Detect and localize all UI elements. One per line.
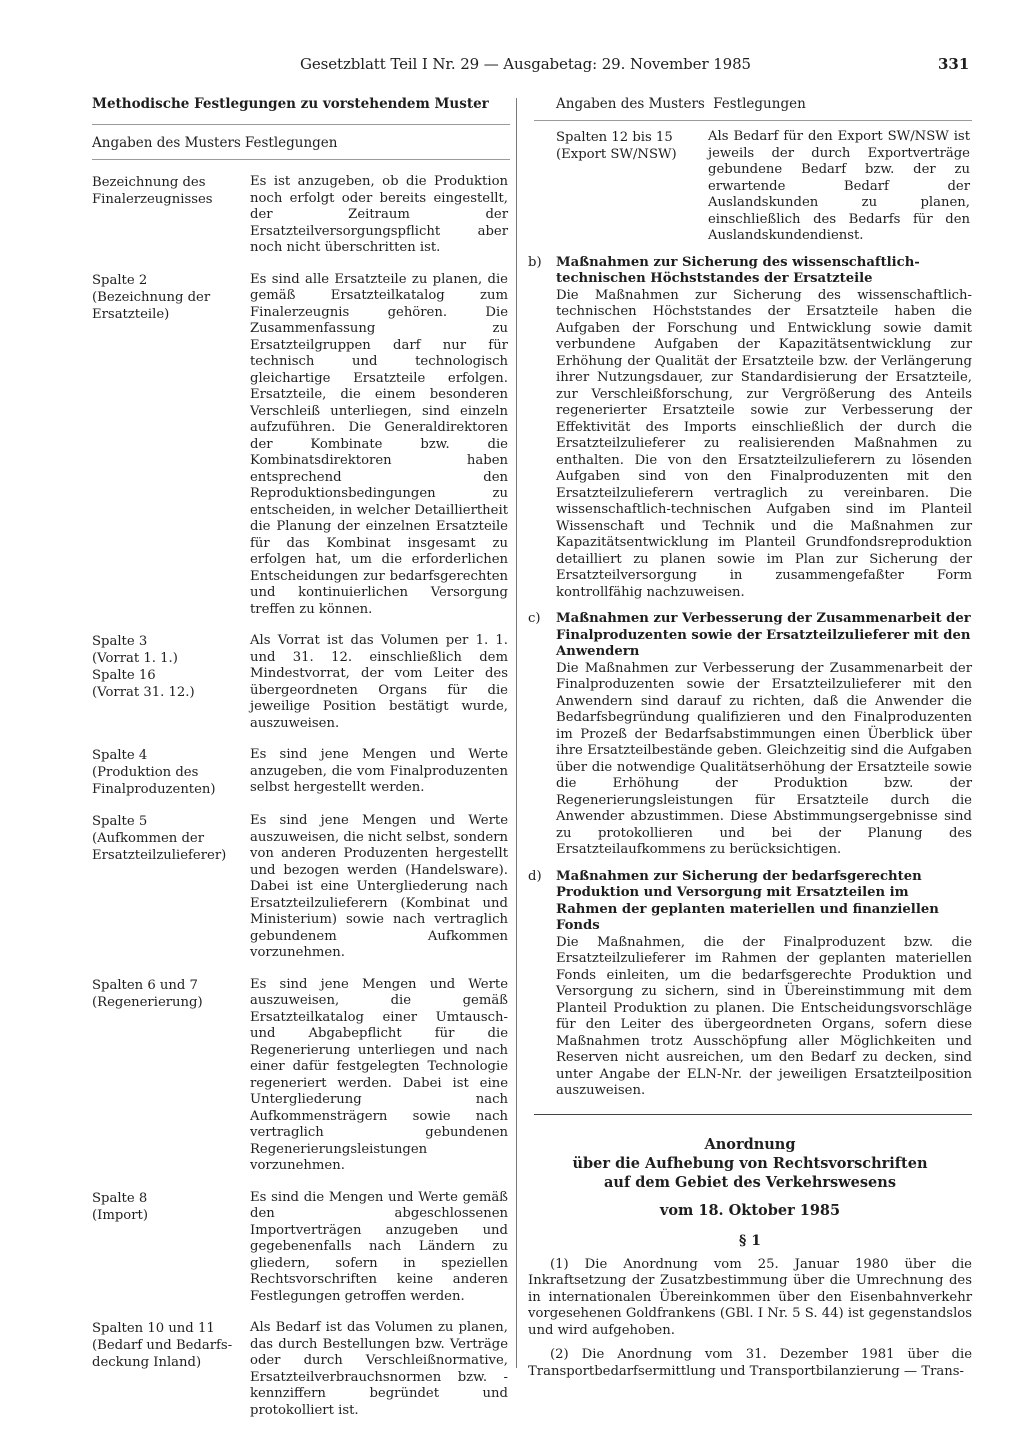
row-label [556,129,708,245]
row-label-line: (Produktion des [92,765,199,780]
row-label-line: (Import) [92,1207,148,1223]
table-row [92,747,510,798]
row-label-line: Spalte 4 [92,748,148,763]
table-row [92,633,510,732]
column-divider [516,98,517,1368]
right-column [528,96,972,1380]
measure-d [528,869,972,1100]
page-number: 331 [938,55,970,73]
left-column [92,96,510,1434]
row-label-line: Spalten 10 und 11 [92,1321,215,1336]
table-row [92,977,510,1175]
measure-title: Maßnahmen zur Sicherung der bedarfsgerechten Produktion und Versorgung mit Ersatzteilen im Rahmen der geplanten materiellen und finanziellen Fonds [556,868,939,933]
row-label-line: deckung Inland) [92,1355,202,1370]
row-label-line: (Vorrat 1. 1.) [92,651,178,666]
row-label-line: Ersatzteile) [92,306,170,322]
row-label-line: Finalproduzenten) [92,782,216,797]
row-label-line: (Regenerierung) [92,994,203,1010]
table-row [92,1320,510,1419]
row-label-line: Bezeichnung des [92,175,206,190]
row-text: Als Bedarf für den Export SW/NSW ist jeweils der durch Exportverträge gebundene Bedarf bzw. der zu erwartende Bedarf der Auslandskunden zu planen, einschließlich des Bedarfs für den Auslandskundendienst. [708,129,970,243]
paragraph: (2) Die Anordnung vom 31. Dezember 1981 über die Transportbedarfsermittlung und Transportbilanzierung — Trans- [528,1347,972,1379]
row-label-line: Spalte 8 [92,1190,148,1206]
table-row [92,813,510,962]
paragraph: (1) Die Anordnung vom 25. Januar 1980 über die Inkraftsetzung der Zusatzbestimmung über die Umrechnung des in internationalen Übereinkommen über den Eisenbahnverkehr vorgesehenen Goldfrankens (GBl. I Nr. 5 S. 44) ist gegenstandslos und wird aufgehoben. [528,1256,972,1338]
section-end-rule [534,1114,972,1115]
row-label-line: Spalte 5 [92,814,148,829]
row-label-line: (Vorrat 31. 12.) [92,685,195,700]
row-label [92,633,250,732]
table-header [92,125,510,159]
measure-letter: c) [528,611,541,626]
anordnung-heading [528,1135,972,1192]
row-label [92,977,250,1175]
row-text: Es sind jene Mengen und Werte anzugeben, die vom Finalproduzenten selbst hergestellt werden. [250,747,508,795]
measure-title: Maßnahmen zur Verbesserung der Zusammenarbeit der Finalproduzenten sowie der Ersatzteilzulieferer mit den Anwendern [556,611,971,659]
measure-title: Maßnahmen zur Sicherung des wissenschaftlich-technischen Höchststandes der Ersatzteile [556,254,920,286]
anordnung-subtitle-line: über die Aufhebung von Rechtsvorschriften [572,1154,928,1172]
row-label-line: Ersatzteilzulieferer) [92,848,227,863]
row-text: Es sind jene Mengen und Werte auszuweisen, die gemäß Ersatzteilkatalog einer Umtausch- und Abgabepflicht für die Regenerierung unterliegen und nach einer dafür festgelegten Technologie regeneriert werden. Dabei ist eine Untergliederung nach Aufkommensträgern sowie nach vertraglich gebundenen Regenerierungsleistungen vorzunehmen. [250,976,508,1173]
row-text: Es sind die Mengen und Werte gemäß den abgeschlossenen Importverträgen anzugeben und gegebenenfalls nach Ländern zu gliedern, sofern in speziellen Rechtsvorschriften keine anderen Festlegungen getroffen werden. [250,1189,508,1304]
page-header: Gesetzblatt Teil I Nr. 29 — Ausgabetag: 29. November 1985 [300,55,751,73]
row-label [92,1190,250,1306]
row-text: Als Vorrat ist das Volumen per 1. 1. und 31. 12. einschließlich dem Mindestvorrat, der vom Leiter des übergeordneten Organs für die jeweilige Position bestätigt wurde, auszuweisen. [250,633,508,731]
measure-text: Die Maßnahmen zur Verbesserung der Zusammenarbeit der Finalproduzenten sowie der Ersatzteilzulieferer mit den Anwendern sind darauf zu richten, daß die Anwender die Bedarfsbegründung qualifizieren und den Finalproduzenten im Prozeß der Bedarfsabstimmungen einen Überblick über ihre Ersatzteilbestände geben. Gleichzeitig sind die Aufgaben über die notwendige Qualitätserhöhung der Ersatzteile sowie die Erhöhung der Produktion bzw. der Regenerierungsleistungen für Ersatzteile durch die Anwender abzustimmen. Diese Abstimmungsergebnisse sind zu protokollieren und bei der Planung des Ersatzteilaufkommens zu berücksichtigen. [556,660,972,857]
row-label [92,813,250,962]
measure-letter: d) [528,868,542,884]
section-title: Methodische Festlegungen zu vorstehendem Muster [92,96,489,112]
row-label [92,1320,250,1419]
measure-c [528,611,972,859]
table-row [92,174,510,257]
row-label-line: (Export SW/NSW) [556,147,677,162]
divider [92,159,510,160]
row-label-line: Spalte 2 [92,272,148,288]
row-label [92,272,250,619]
anordnung-title: Anordnung [704,1135,796,1153]
measure-text: Die Maßnahmen, die der Finalproduzent bzw. die Ersatzteilzulieferer im Rahmen der geplanten materiellen Fonds einleiten, um die bedarfsgerechte Produktion und Versorgung zu sichern, sind in Übereinstimmung mit dem Planteil Produktion zu planen. Die Entscheidungsvorschläge für den Leiter des übergeordneten Organs, sofern diese Maßnahmen trotz Ausschöpfung aller Möglichkeiten und Reserven nicht ausreichen, um den Bedarf zu decken, sind unter Angabe der ELN-Nr. der jeweiligen Ersatzteilposition auszuweisen. [556,934,972,1098]
section-number: § 1 [739,1232,761,1249]
table-row [528,121,972,245]
anordnung-subtitle-line: auf dem Gebiet des Verkehrswesens [604,1173,896,1191]
row-label-line: Spalte 3 [92,634,148,649]
row-label [92,174,250,257]
row-label-line: (Aufkommen der [92,831,205,846]
row-label-line: Spalten 12 bis 15 [556,130,673,145]
measure-letter: b) [528,254,542,270]
header-festlegungen: Festlegungen [713,96,806,112]
row-label-line: Finalerzeugnisses [92,192,213,207]
table-body [92,174,510,1419]
row-label [92,747,250,798]
measure-b [528,255,972,602]
table-row [92,272,510,619]
row-label-line: (Bezeichnung der [92,289,211,305]
header-angaben: Angaben des Musters [92,135,241,151]
table-header [528,96,972,120]
table-row [92,1190,510,1306]
row-text: Es sind jene Mengen und Werte auszuweisen, die nicht selbst, sondern von anderen Produzenten hergestellt und bezogen werden (Handelsware). Dabei ist eine Untergliederung nach Ersatzteilzulieferern (Kombinat und Ministerium) sowie nach vertraglich gebundenem Aufkommen vorzunehmen. [250,813,508,960]
row-label-line: Spalten 6 und 7 [92,977,198,993]
row-text: Es ist anzugeben, ob die Produktion noch erfolgt oder bereits eingestellt, der Zeitraum der Ersatzteilversorgungspflicht aber noch nicht überschritten ist. [250,174,508,255]
row-label-line: (Bedarf und Bedarfs- [92,1338,233,1353]
measure-text: Die Maßnahmen zur Sicherung des wissenschaftlich-technischen Höchststandes der Ersatzteile haben die Aufgaben der Forschung und Entwicklung sowie damit verbundene Aufgaben der Kapazitätsentwicklung zur Erhöhung der Qualität der Ersatzteile bzw. der Verlängerung ihrer Nutzungsdauer, zur Standardisierung der Ersatzteile, zur Verschleißforschung, zur Vergrößerung des Anteils regenerierter Ersatzteile sowie zur Verbesserung der Effektivität des Imports einschließlich der durch die Ersatzteilzulieferer zu realisierenden Maßnahmen zu enthalten. Die von den Ersatzteilzulieferern zu lösenden Aufgaben sind von den Finalproduzenten mit den Ersatzteilzulieferern vertraglich zu vereinbaren. Die wissenschaftlich-technischen Aufgaben sind im Planteil Wissenschaft und Technik und die Maßnahmen zur Kapazitätsentwicklung im Planteil Grundfondsreproduktion detailliert zu planen sowie im Plan zur Sicherung der Ersatzteilversorgung in zusammengefaßter Form kontrollfähig nachzuweisen. [556,287,972,600]
row-text: Es sind alle Ersatzteile zu planen, die gemäß Ersatzteilkatalog zum Finalerzeugnis gehören. Die Zusammenfassung zu Ersatzteilgruppen darf nur für technisch und technologisch gleichartige Ersatzteile erfolgen. Ersatzteile, die einem besonderen Verschleiß unterliegen, sind einzeln aufzuführen. Die Generaldirektoren der Kombinate bzw. die Kombinatsdirektoren haben entsprechend den Reproduktionsbedingungen zu entscheiden, in welcher Detailliertheit die Planung der einzelnen Ersatzteile für das Kombinat insgesamt zu erfolgen hat, um die erforderlichen Entscheidungen zur bedarfsgerechten und kontinuierlichen Versorgung treffen zu können. [250,271,508,617]
header-angaben: Angaben des Musters [556,96,705,112]
anordnung-date: vom 18. Oktober 1985 [659,1201,841,1219]
header-festlegungen: Festlegungen [244,135,338,151]
row-text: Als Bedarf ist das Volumen zu planen, das durch Bestellungen bzw. Verträge oder durch Verschleißnormative, Ersatzteilverbrauchsnormen bzw. -kennziffern begründet und protokolliert ist. [250,1320,508,1418]
row-label-line: Spalte 16 [92,668,156,683]
